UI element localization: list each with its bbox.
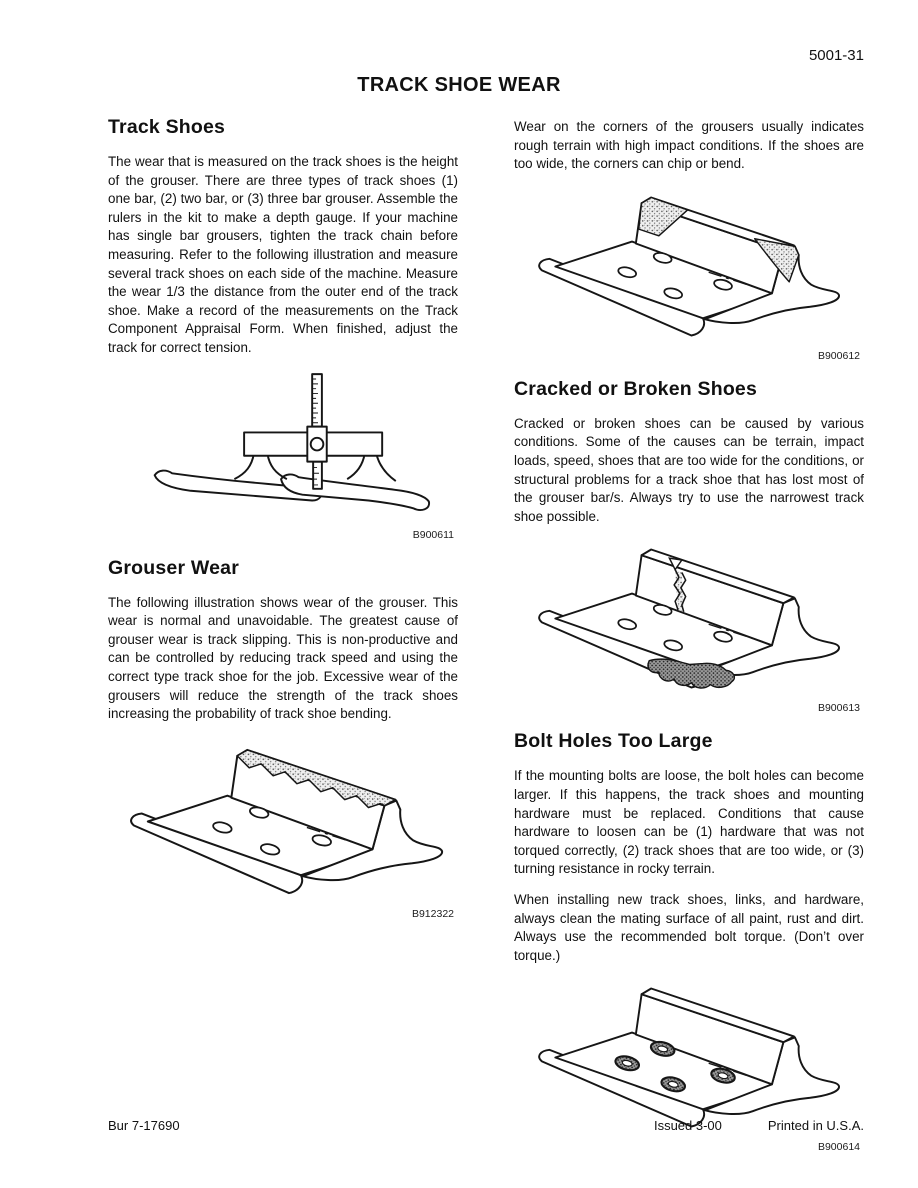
page-footer [108, 1118, 864, 1133]
track-shoe-enlarged-bolt-holes-illustration [517, 977, 862, 1138]
figure-label: B900612 [817, 349, 860, 362]
depth-gauge-illustration [108, 370, 458, 526]
page-title: TRACK SHOE WEAR [357, 74, 561, 96]
figure-corner-wear [514, 186, 864, 362]
figure-label: B912322 [411, 907, 454, 920]
para-cracked-shoes: Cracked or broken shoes can be caused by various conditions. Some of the causes can be terrain, impact loads, speed, shoes that are too wide for the conditions, or structural problems for a track shoe that has lost most of the grouser bar/s. Always try to use the narrowest track shoe possible. [514, 415, 864, 524]
page-number: 5001-31 [808, 47, 864, 64]
left-column [108, 112, 458, 1167]
para-corner-wear: Wear on the corners of the grousers usually indicates rough terrain with high impact conditions. If the shoes are too wide, the corners can chip or bend. [514, 119, 864, 172]
footer-form-number: Bur 7-17690 [108, 1118, 180, 1133]
footer-issued: Issued 3-00 [653, 1118, 722, 1133]
figure-depth-gauge [108, 370, 458, 541]
para-bolt-holes-1: If the mounting bolts are loose, the bolt holes can become larger. If this happens, the track shoes and mounting hardware must be replaced. Conditions that cause hardware to loosen can be (1) hardware that was not torqued correctly, (2) track shoes that are too wide, or (3) turning resistance in rocky terrain. [514, 768, 864, 877]
figure-label: B900613 [817, 702, 860, 715]
footer-printed: Printed in U.S.A. [767, 1118, 864, 1133]
track-shoe-cracked-illustration [517, 538, 862, 699]
figure-cracked-shoe [514, 538, 864, 714]
para-track-shoes: The wear that is measured on the track shoes is the height of the grouser. There are three types of track shoes (1) one bar, (2) two bar, or (3) three bar grouser. Assemble the rulers in the kit to make a depth gauge. If your machine has single bar grousers, tighten the track chain before measuring. Refer to the following illustration and measure several track shoes on each side of the machine. Measure the wear 1/3 the distance from the outer end of the track shoe. Make a record of the measurements on the Track Component Appraisal Form. When finished, adjust the track for correct tension. [108, 154, 458, 355]
heading-cracked-shoes: Cracked or Broken Shoes [514, 377, 758, 400]
two-column-layout [108, 112, 864, 1167]
track-shoe-chipped-corners-illustration [517, 186, 862, 347]
track-shoe-worn-grouser-illustration [108, 738, 466, 905]
para-grouser-wear: The following illustration shows wear of the grouser. This wear is normal and unavoidable. The greatest cause of grouser wear is track slipping. This is non-productive and can be controlled by reducing track speed and using the correct type track shoe for the job. Excessive wear of the grousers will reduce the strength of the track shoes increasing the probability of track shoe bending. [108, 594, 458, 722]
figure-label: B900614 [817, 1141, 860, 1154]
figure-grouser-wear [108, 738, 458, 920]
right-column [514, 112, 864, 1167]
para-bolt-holes-2: When installing new track shoes, links, and hardware, always clean the mating surface of all paint, rust and dirt. Always use the recommended bolt torque. (Don’t over torque.) [514, 891, 864, 963]
heading-grouser-wear: Grouser Wear [108, 556, 240, 579]
heading-track-shoes: Track Shoes [108, 116, 226, 138]
figure-label: B900611 [412, 528, 454, 541]
heading-bolt-holes: Bolt Holes Too Large [514, 730, 713, 753]
